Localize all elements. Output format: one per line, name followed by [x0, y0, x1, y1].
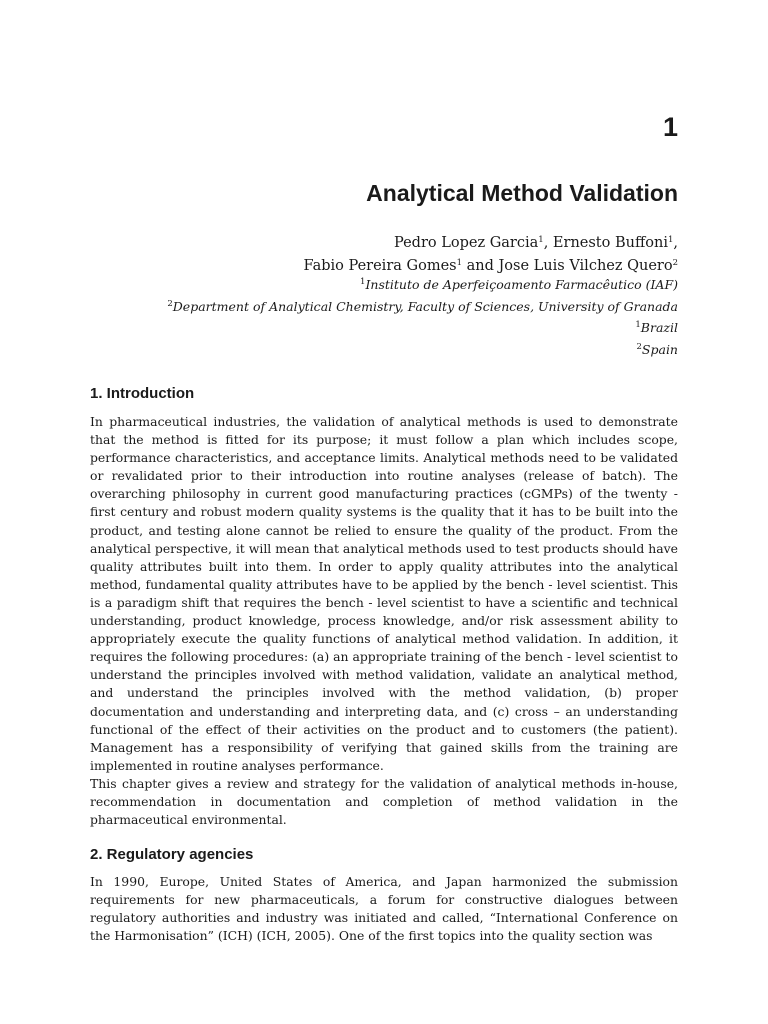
- section-heading-introduction: 1. Introduction: [90, 385, 195, 402]
- country-2: $^2$Spain: [636, 341, 678, 357]
- affiliation-2: $^2$Department of Analytical Chemistry, Faculty of Sciences, University of Granada: [167, 298, 678, 314]
- affiliation-1: $^1$Instituto de Aperfeiçoamento Farmacêutico (IAF): [360, 277, 678, 292]
- section-heading-regulatory-agencies: 2. Regulatory agencies: [90, 846, 254, 863]
- chapter-number: 1: [662, 112, 678, 142]
- document-page: [90, 0, 678, 1024]
- paragraph: In 1990, Europe, United States of America, and Japan harmonized the submission requirements for new pharmaceuticals, a forum for constructive dialogues between regulatory authorities and industry was initiated and called, “International Conference on the Harmonisation” (ICH) (ICH, 2005). One of the first topics into the quality section was: [90, 874, 678, 944]
- affiliation-list: [167, 273, 678, 359]
- country-1: $^1$Brazil: [635, 320, 678, 335]
- chapter-title: Analytical Method Validation: [366, 180, 678, 206]
- author-line-2: Fabio Pereira Gomes$^1$ and Jose Luis Vilchez Quero$^2$: [303, 258, 678, 274]
- section-body-introduction: [90, 413, 678, 829]
- paragraph: This chapter gives a review and strategy for the validation of analytical methods in-house, recommendation in documentation and completion of method validation in the pharmaceutical environmental.: [90, 775, 678, 828]
- author-line-1: Pedro Lopez Garcia$^1$, Ernesto Buffoni$^1$,: [394, 235, 678, 251]
- author-list: [304, 230, 679, 276]
- section-body-regulatory-agencies: [90, 873, 678, 945]
- paragraph: In pharmaceutical industries, the validation of analytical methods is used to demonstrate that the method is fitted for its purpose; it must follow a plan which includes scope, performance characteristics, and acceptance limits. Analytical methods need to be validated or revalidated prior to their introduction into routine analyses (release of batch). The overarching philosophy in current good manufacturing practices (cGMPs) of the twenty - first century and robust modern quality systems is the quality that it has to be built into the product, and testing alone cannot be relied to ensure the quality of the product. From the analytical perspective, it will mean that analytical methods used to test products should have quality attributes built into them. In order to apply quality attributes into the analytical method, fundamental quality attributes have to be applied by the bench - level scientist. This is a paradigm shift that requires the bench - level scientist to have a scientific and technical understanding, product knowledge, process knowledge, and/or risk assessment ability to appropriately execute the quality functions of analytical method validation. In addition, it requires the following procedures: (a) an appropriate training of the bench - level scientist to understand the principles involved with method validation, validate an analytical method, and understand the principles involved with the method validation, (b) proper documentation and understanding and interpreting data, and (c) cross – an understanding functional of the effect of their activities on the product and to customers (the patient). Management has a responsibility of verifying that gained skills from the training are implemented in routine analyses performance.: [90, 414, 678, 773]
